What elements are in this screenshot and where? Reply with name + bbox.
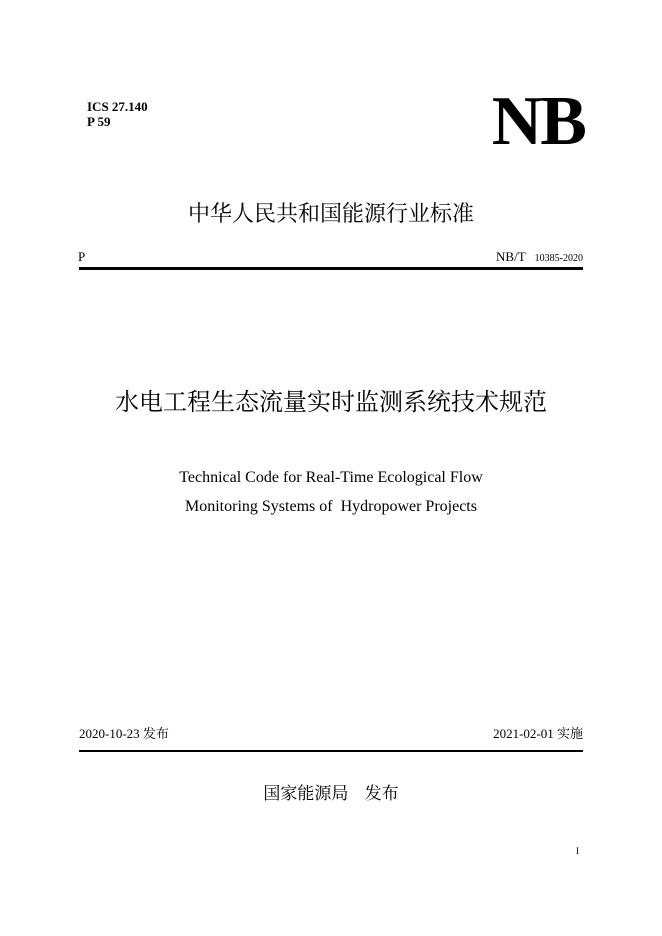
title-en-line-1: Technical Code for Real-Time Ecological Flow [179, 469, 483, 486]
nb-logo: NB [491, 83, 585, 160]
ics-code: ICS 27.140 [87, 99, 148, 114]
document-title-cn: 水电工程生态流量实时监测系统技术规范 [115, 388, 547, 416]
category-code: P [78, 249, 86, 264]
page-number: I [576, 846, 579, 856]
standard-number-value: 10385-2020 [534, 253, 583, 264]
header-divider [79, 267, 583, 270]
standard-number [496, 249, 583, 267]
classification-codes [87, 99, 148, 129]
issue-date: 2020-10-23 发布 [79, 726, 169, 741]
footer-divider [79, 750, 583, 752]
standard-type-title: 中华人民共和国能源行业标准 [187, 202, 474, 227]
title-en-line-2: Monitoring Systems of Hydropower Projects [185, 498, 477, 515]
ccs-code: P 59 [87, 114, 111, 129]
implementation-date: 2021-02-01 实施 [493, 726, 583, 741]
standard-number-prefix: NB/T [496, 249, 526, 264]
document-title-en [0, 463, 662, 521]
issuing-authority: 国家能源局 发布 [263, 784, 399, 804]
